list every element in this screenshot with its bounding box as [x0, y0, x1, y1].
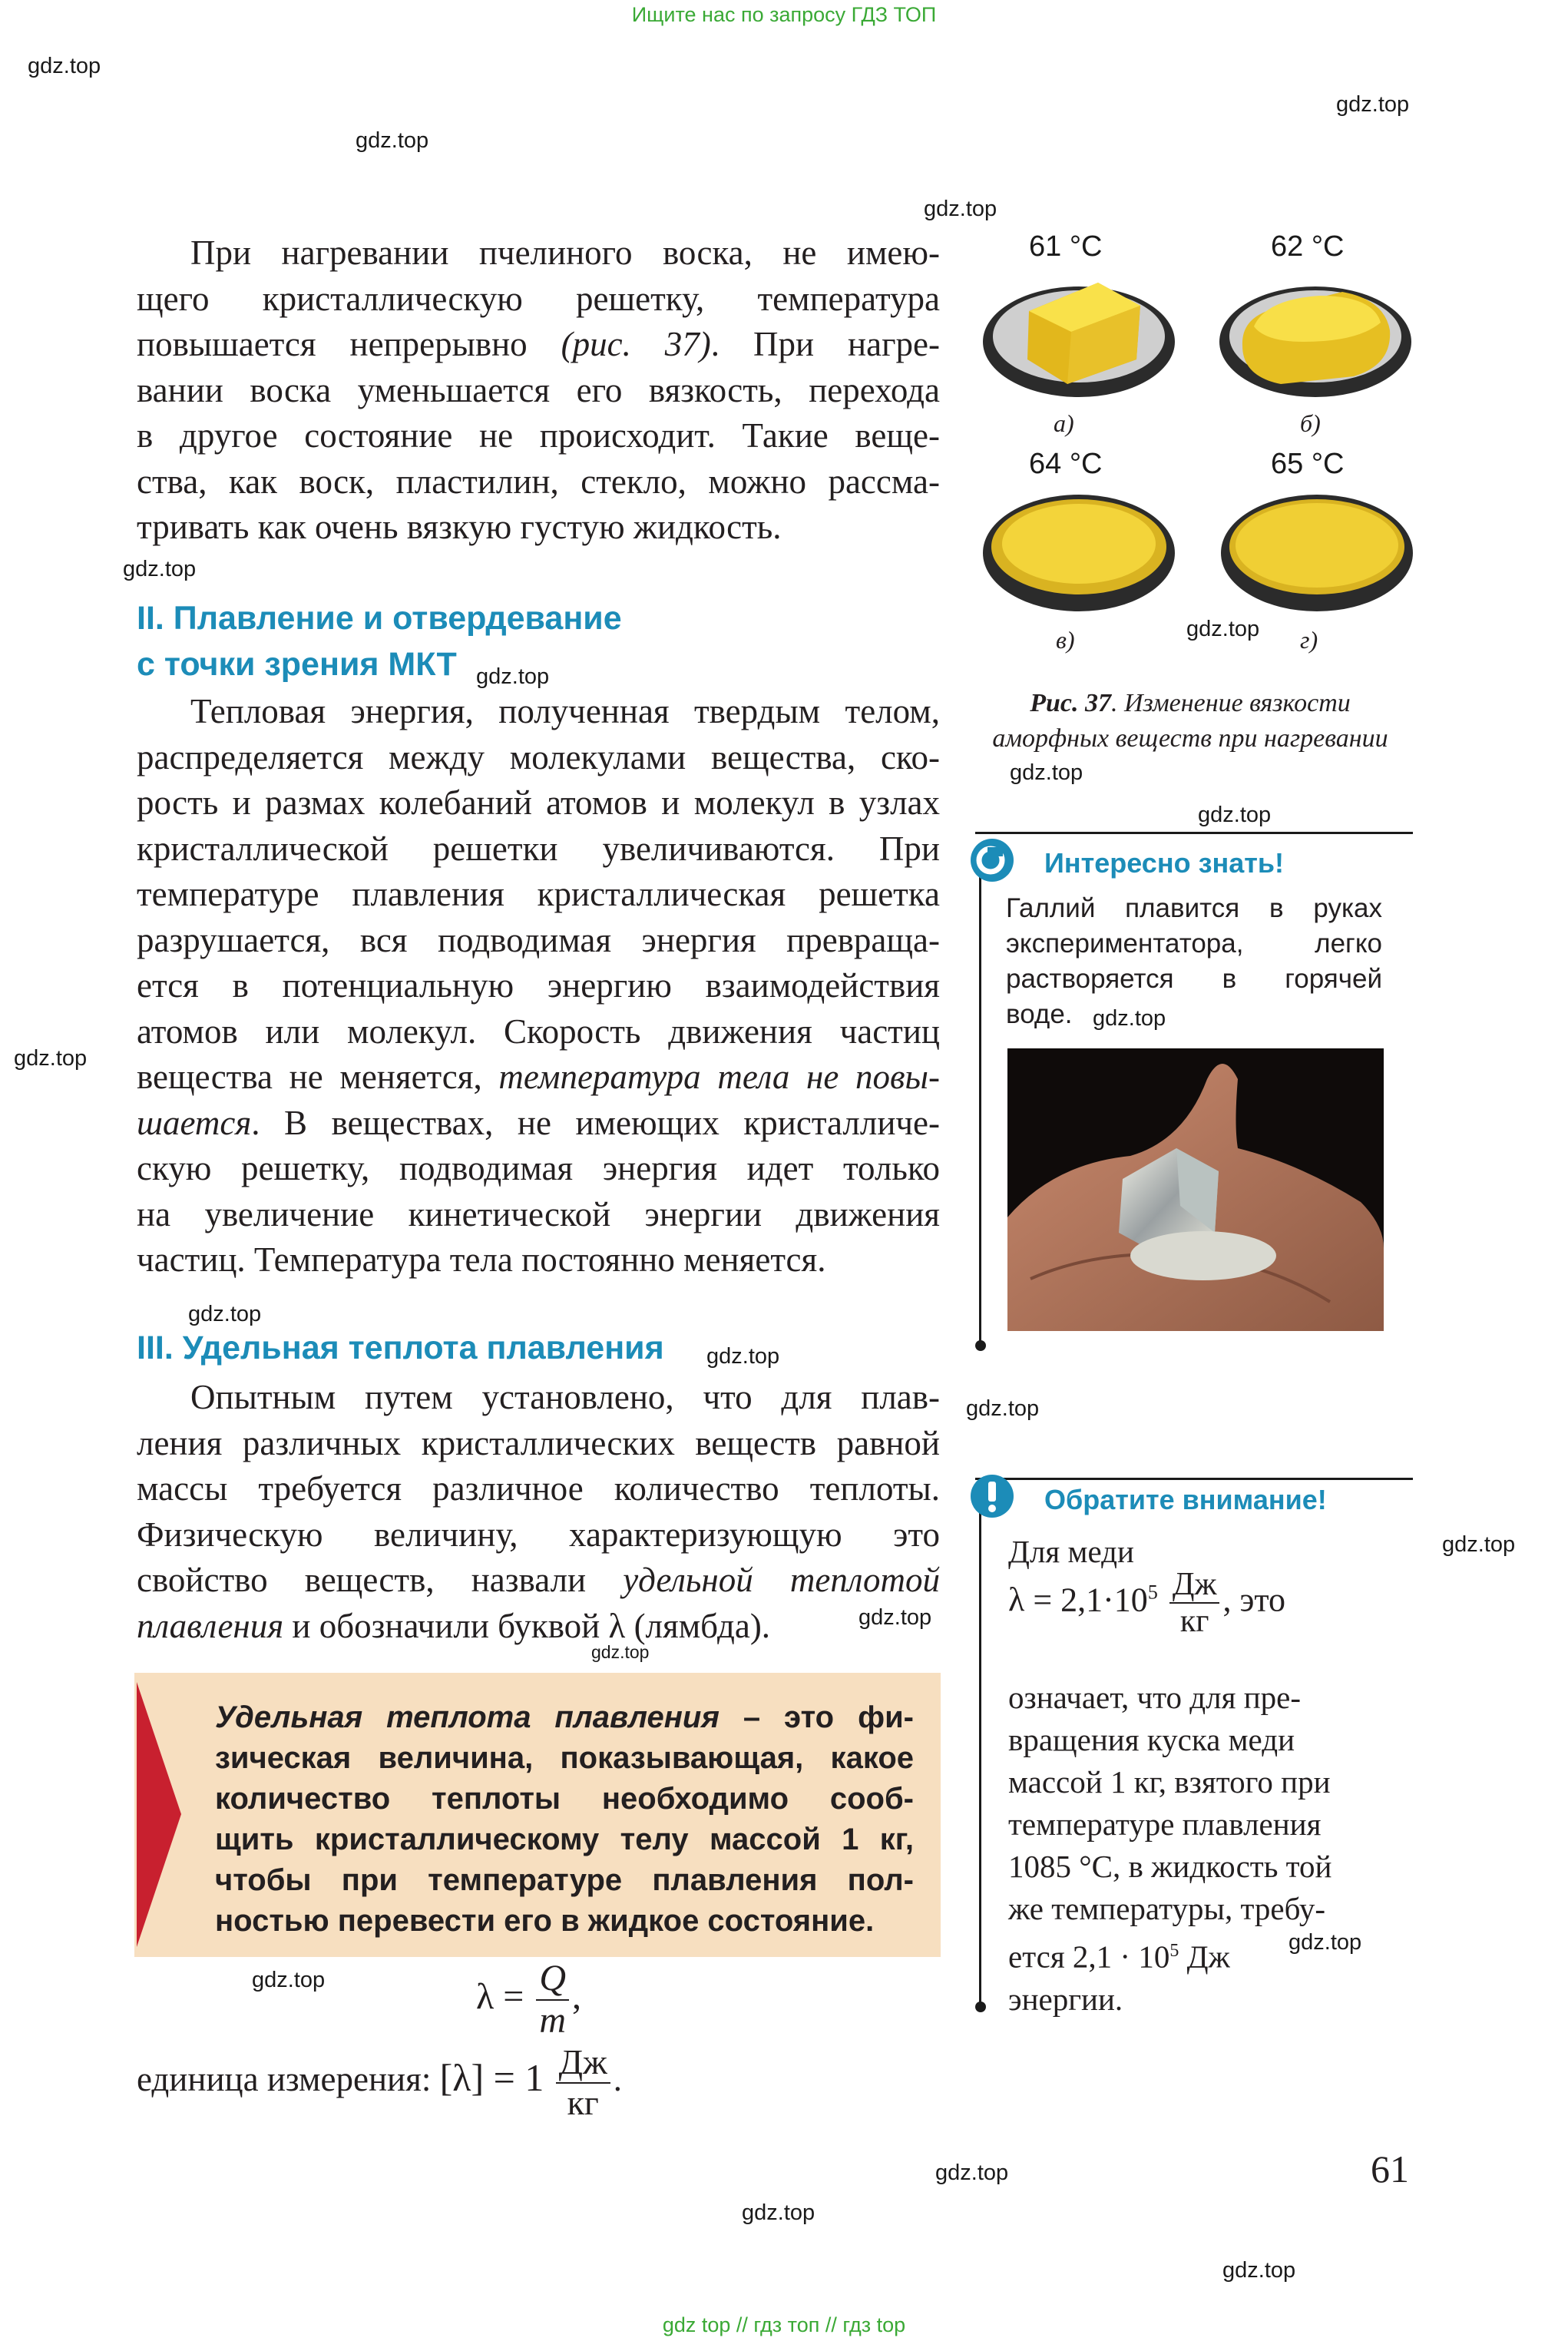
text-line: При нагревании пчелиного воска, не имею-: [190, 233, 940, 272]
text-line: вещества не меняется, температура тела не повы-: [137, 1058, 940, 1096]
watermark: gdz.top: [1093, 1006, 1166, 1031]
sidebar-title-attention: Обратите внимание!: [1044, 1484, 1327, 1515]
text-line: атомов или молекул. Скорость движения частиц: [137, 1012, 940, 1051]
text-line: скую решетку, подводимая энергия идет только: [137, 1149, 940, 1187]
text-line: щего кристаллическую решетку, температура: [137, 279, 940, 318]
watermark: gdz.top: [476, 664, 550, 689]
text-line: означает, что для пре-: [1008, 1680, 1302, 1715]
definition-text: [215, 1697, 914, 1942]
text-line: тривать как очень вязкую густую жидкость.: [137, 508, 782, 546]
text-line: количество теплоты необходимо сооб-: [215, 1782, 914, 1816]
watermark: gdz.top: [1336, 92, 1410, 117]
watermark: gdz.top: [1010, 760, 1083, 785]
watermark: gdz.top: [966, 1396, 1040, 1421]
text-line: же температуры, требу-: [1008, 1891, 1326, 1926]
watermark: gdz.top: [742, 2200, 815, 2225]
warning-icon: [969, 1473, 1015, 1519]
page-number: 61: [1371, 2147, 1409, 2190]
text-line: частиц. Температура тела постоянно меняется.: [137, 1240, 826, 1279]
watermark: gdz.top: [924, 197, 997, 221]
sidebar-intro: Для меди: [1008, 1534, 1134, 1569]
text-line: ностью перевести его в жидкое состояние.: [215, 1904, 875, 1938]
text-line: в другое состояние не происходит. Такие веще-: [137, 416, 940, 455]
unit-label: единица измерения:: [137, 2059, 432, 2098]
text-line: на увеличение кинетической энергии движения: [137, 1194, 940, 1233]
info-icon: [969, 837, 1015, 883]
top-note: Ищите нас по запросу ГДЗ ТОП: [631, 3, 937, 26]
watermark: gdz.top: [252, 1968, 326, 1992]
watermark: gdz.top: [706, 1344, 780, 1369]
text-line: Галлий плавится в руках: [1006, 893, 1382, 923]
definition-arrow-icon: [137, 1682, 181, 1947]
text-line: кристаллической решетки увеличиваются. При: [137, 829, 940, 868]
watermark: gdz.top: [14, 1046, 88, 1071]
paragraph-wax: [137, 230, 940, 551]
text-line: шается. В веществах, не имеющих кристалличе-: [137, 1103, 940, 1142]
figure-sublabel-c: в): [1056, 626, 1075, 654]
text-line: чтобы при температуре плавления пол-: [215, 1863, 914, 1897]
text-line: разрушается, вся подводимая энергия превраща-: [137, 920, 940, 959]
text-line: повышается непрерывно (рис. 37). При нагре-: [137, 325, 940, 363]
wax-dish-b: [1219, 286, 1411, 397]
text-line: 1085 °С, в жидкость той: [1008, 1849, 1332, 1884]
watermark: gdz.top: [591, 1642, 650, 1662]
watermark: gdz.top: [356, 128, 429, 153]
sidebar-line: [979, 868, 981, 1344]
watermark: gdz.top: [123, 557, 197, 581]
sidebar-title-interesting: Интересно знать!: [1044, 847, 1284, 879]
wax-images-bottom: [983, 490, 1413, 644]
text-line: массой 1 кг, взятого при: [1008, 1764, 1331, 1800]
gallium-photo: [1007, 1048, 1384, 1331]
figure-sublabel-b: б): [1300, 409, 1321, 437]
watermark: gdz.top: [1198, 803, 1272, 827]
text-line: Удельная теплота плавления – это фи-: [215, 1700, 914, 1734]
sidebar-rule: [975, 1478, 1413, 1480]
figure-label-d: 65 °С: [1271, 448, 1345, 480]
figure-sublabel-a: а): [1054, 409, 1074, 437]
text-line: плавления и обозначили буквой λ (лямбда).: [137, 1606, 771, 1645]
text-line: щить кристаллическому телу массой 1 кг,: [215, 1823, 914, 1856]
text-line: свойство веществ, назвали удельной теплотой: [137, 1561, 940, 1599]
text-line: вании воска уменьшается его вязкость, перехода: [137, 370, 940, 409]
unit-line: единица измерения: [λ] = 1 $\frac{Дж}{кг}$ .: [137, 2042, 623, 2122]
text-line: рость и размах колебаний атомов и молекул в узлах: [137, 783, 940, 822]
watermark: gdz.top: [188, 1302, 262, 1326]
text-line: воде.: [1006, 999, 1073, 1029]
watermark: gdz.top: [1442, 1532, 1516, 1557]
sidebar-formula: $\lambda = 2,1\cdot 10^5$ $\frac{Дж}{кг}$ , это: [1008, 1567, 1286, 1640]
sidebar-text-copper: [1008, 1677, 1331, 2021]
watermark: gdz.top: [935, 2161, 1009, 2185]
sidebar-text-gallium: [1006, 891, 1382, 1032]
watermark: gdz.top: [1186, 617, 1260, 641]
text-line: ется $2,1 \cdot 10^5$ Дж: [1008, 1939, 1230, 1975]
wax-images-top: [983, 269, 1413, 438]
formula-lambda: λ = $\frac{Q}{m}$ ,: [476, 1958, 582, 2041]
figure-sublabel-d: г): [1300, 626, 1318, 654]
wax-dish-a: [983, 283, 1175, 397]
watermark: gdz.top: [1288, 1930, 1362, 1955]
section-heading-2: II. Плавление и отвердевание с точки зрения МКТ: [137, 600, 622, 683]
watermark: gdz.top: [1222, 2258, 1296, 2283]
bottom-note: gdz top // гдз топ // гдз top: [662, 2313, 906, 2336]
text-line: вращения куска меди: [1008, 1722, 1295, 1757]
paragraph-latent-heat: [137, 1375, 940, 1649]
text-line: Опытным путем установлено, что для плав-: [190, 1378, 940, 1416]
figure-reference: (рис. 37): [561, 325, 711, 363]
text-line: Физическую величину, характеризующую это: [137, 1515, 940, 1554]
figure-caption: Рис. 37. Изменение вязкости аморфных веществ при нагревании: [992, 689, 1388, 753]
text-line: ства, как воск, пластилин, стекло, можно рассма-: [137, 462, 940, 501]
text-line: растворяется в горячей: [1006, 964, 1382, 994]
text-line: распределяется между молекулами вещества, ско-: [137, 737, 940, 776]
text-line: экспериментатора, легко: [1006, 929, 1382, 959]
text-line: зическая величина, показывающая, какое: [215, 1741, 914, 1775]
section-heading-3: III. Удельная теплота плавления: [137, 1329, 664, 1366]
figure-label-c: 64 °С: [1029, 448, 1103, 480]
text-line: энергии.: [1008, 1981, 1123, 2017]
watermark: gdz.top: [858, 1605, 932, 1630]
paragraph-mkt: [137, 689, 940, 1283]
text-line: массы требуется различное количество теплоты.: [137, 1469, 940, 1508]
text-line: температуре плавления: [1008, 1806, 1322, 1842]
wax-dish-c: [983, 495, 1175, 611]
watermark: gdz.top: [28, 54, 101, 78]
text-line: ления различных кристаллических веществ равной: [137, 1423, 940, 1462]
wax-dish-d: [1221, 495, 1413, 611]
figure-label-b: 62 °С: [1271, 230, 1345, 263]
text-line: ется в потенциальную энергию взаимодействия: [137, 966, 940, 1005]
sidebar-rule: [975, 832, 1413, 834]
sidebar-dot: [975, 2002, 986, 2012]
sidebar-dot: [975, 1340, 986, 1351]
text-line: температуре плавления кристаллическая решетка: [137, 875, 940, 913]
sidebar-line: [979, 1505, 981, 2005]
figure-label-a: 61 °С: [1029, 230, 1103, 263]
text-line: Тепловая энергия, полученная твердым телом,: [190, 692, 940, 730]
